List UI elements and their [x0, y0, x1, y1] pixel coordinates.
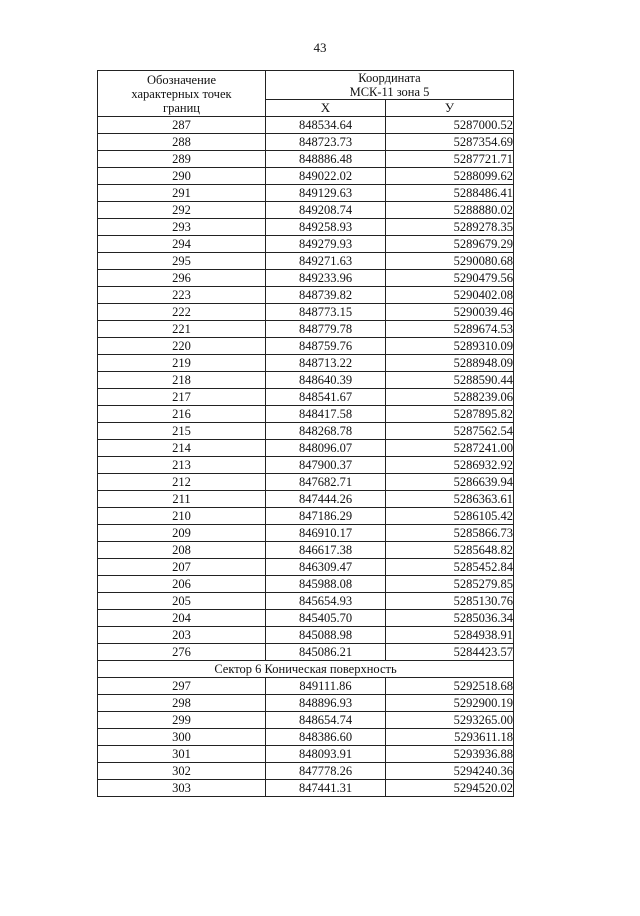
x-coordinate-cell: 848386.60: [266, 729, 386, 746]
table-row: [98, 491, 514, 508]
rows-part1: [98, 117, 514, 661]
point-cell: 303: [98, 780, 266, 797]
x-coordinate-cell: 847444.26: [266, 491, 386, 508]
x-coordinate-cell: 847441.31: [266, 780, 386, 797]
x-coordinate-cell: 849233.96: [266, 270, 386, 287]
y-coordinate-cell: 5288948.09: [386, 355, 514, 372]
table-row: [98, 627, 514, 644]
table-row: [98, 406, 514, 423]
point-cell: 216: [98, 406, 266, 423]
x-coordinate-cell: 848417.58: [266, 406, 386, 423]
point-cell: 217: [98, 389, 266, 406]
table-row: [98, 287, 514, 304]
x-coordinate-cell: 845088.98: [266, 627, 386, 644]
x-coordinate-cell: 848534.64: [266, 117, 386, 134]
point-cell: 294: [98, 236, 266, 253]
table-row: [98, 134, 514, 151]
point-cell: 301: [98, 746, 266, 763]
x-coordinate-cell: 849279.93: [266, 236, 386, 253]
point-cell: 223: [98, 287, 266, 304]
x-coordinate-cell: 848739.82: [266, 287, 386, 304]
table-row: [98, 219, 514, 236]
point-cell: 215: [98, 423, 266, 440]
table-row: [98, 763, 514, 780]
point-cell: 297: [98, 678, 266, 695]
table-row: [98, 525, 514, 542]
point-cell: 203: [98, 627, 266, 644]
x-coordinate-cell: 849208.74: [266, 202, 386, 219]
table-row: [98, 593, 514, 610]
y-coordinate-cell: 5289679.29: [386, 236, 514, 253]
table-row: [98, 304, 514, 321]
point-cell: 292: [98, 202, 266, 219]
point-cell: 218: [98, 372, 266, 389]
point-cell: 300: [98, 729, 266, 746]
y-coordinate-cell: 5294520.02: [386, 780, 514, 797]
table-row: [98, 372, 514, 389]
table-row: [98, 559, 514, 576]
table-row: [98, 253, 514, 270]
x-coordinate-cell: 845654.93: [266, 593, 386, 610]
point-cell: 287: [98, 117, 266, 134]
y-coordinate-cell: 5294240.36: [386, 763, 514, 780]
y-coordinate-cell: 5289310.09: [386, 338, 514, 355]
x-coordinate-cell: 848093.91: [266, 746, 386, 763]
point-cell: 210: [98, 508, 266, 525]
table-row: [98, 678, 514, 695]
y-coordinate-cell: 5285130.76: [386, 593, 514, 610]
point-cell: 213: [98, 457, 266, 474]
y-coordinate-cell: 5287241.00: [386, 440, 514, 457]
y-coordinate-cell: 5287721.71: [386, 151, 514, 168]
coordinate-header-line1: Координата: [358, 71, 421, 85]
y-coordinate-cell: 5290080.68: [386, 253, 514, 270]
table-row: [98, 457, 514, 474]
y-coordinate-cell: 5289278.35: [386, 219, 514, 236]
coordinate-header: [266, 71, 514, 100]
x-coordinate-cell: 848541.67: [266, 389, 386, 406]
table-header: [98, 71, 514, 117]
y-coordinate-cell: 5292518.68: [386, 678, 514, 695]
point-cell: 209: [98, 525, 266, 542]
designation-header-line3: границ: [163, 100, 200, 115]
table-row: [98, 202, 514, 219]
y-coordinate-cell: 5285648.82: [386, 542, 514, 559]
table-row: [98, 117, 514, 134]
point-cell: 298: [98, 695, 266, 712]
x-coordinate-cell: 848779.78: [266, 321, 386, 338]
point-cell: 207: [98, 559, 266, 576]
table-row: [98, 644, 514, 661]
y-coordinate-cell: 5285452.84: [386, 559, 514, 576]
point-cell: 221: [98, 321, 266, 338]
x-coordinate-cell: 848773.15: [266, 304, 386, 321]
designation-header: [98, 71, 266, 117]
x-coordinate-cell: 845405.70: [266, 610, 386, 627]
point-cell: 208: [98, 542, 266, 559]
y-coordinate-cell: 5284423.57: [386, 644, 514, 661]
x-coordinate-cell: 848654.74: [266, 712, 386, 729]
point-cell: 211: [98, 491, 266, 508]
table-row: [98, 355, 514, 372]
y-coordinate-cell: 5292900.19: [386, 695, 514, 712]
x-coordinate-cell: 846617.38: [266, 542, 386, 559]
x-coordinate-cell: 848723.73: [266, 134, 386, 151]
table-row: [98, 508, 514, 525]
table-row: [98, 338, 514, 355]
x-coordinate-cell: 849129.63: [266, 185, 386, 202]
y-coordinate-cell: 5288239.06: [386, 389, 514, 406]
table-row: [98, 474, 514, 491]
table-row: [98, 389, 514, 406]
point-cell: 205: [98, 593, 266, 610]
point-cell: 296: [98, 270, 266, 287]
point-cell: 204: [98, 610, 266, 627]
point-cell: 299: [98, 712, 266, 729]
point-cell: 222: [98, 304, 266, 321]
x-coordinate-cell: 848896.93: [266, 695, 386, 712]
y-coordinate-cell: 5287000.52: [386, 117, 514, 134]
table-row: [98, 423, 514, 440]
point-cell: 289: [98, 151, 266, 168]
x-coordinate-cell: 849258.93: [266, 219, 386, 236]
designation-header-line1: Обозначение: [146, 72, 217, 87]
point-cell: 302: [98, 763, 266, 780]
table-row: [98, 151, 514, 168]
point-cell: 214: [98, 440, 266, 457]
point-cell: 288: [98, 134, 266, 151]
table-row: [98, 610, 514, 627]
x-coordinate-cell: 848268.78: [266, 423, 386, 440]
x-coordinate-cell: 847900.37: [266, 457, 386, 474]
point-cell: 291: [98, 185, 266, 202]
point-cell: 219: [98, 355, 266, 372]
table-row: [98, 712, 514, 729]
point-cell: 276: [98, 644, 266, 661]
y-coordinate-cell: 5284938.91: [386, 627, 514, 644]
table-row: [98, 321, 514, 338]
x-coordinate-cell: 847778.26: [266, 763, 386, 780]
table-row: [98, 729, 514, 746]
y-coordinate-cell: 5287354.69: [386, 134, 514, 151]
table-row: [98, 576, 514, 593]
y-coordinate-cell: 5286639.94: [386, 474, 514, 491]
table-row: [98, 185, 514, 202]
y-coordinate-cell: 5286932.92: [386, 457, 514, 474]
table-row: [98, 780, 514, 797]
section-row: [98, 661, 514, 678]
section-row-group: [98, 661, 514, 678]
table-row: [98, 746, 514, 763]
y-coordinate-cell: 5293611.18: [386, 729, 514, 746]
x-column-header: X: [266, 100, 386, 117]
y-coordinate-cell: 5287895.82: [386, 406, 514, 423]
designation-header-line2: характерных точек: [131, 86, 232, 101]
x-coordinate-cell: 848096.07: [266, 440, 386, 457]
table-row: [98, 542, 514, 559]
y-coordinate-cell: 5290479.56: [386, 270, 514, 287]
x-coordinate-cell: 848640.39: [266, 372, 386, 389]
x-coordinate-cell: 845988.08: [266, 576, 386, 593]
x-coordinate-cell: 849111.86: [266, 678, 386, 695]
y-coordinate-cell: 5290039.46: [386, 304, 514, 321]
y-coordinate-cell: 5288880.02: [386, 202, 514, 219]
y-coordinate-cell: 5287562.54: [386, 423, 514, 440]
y-coordinate-cell: 5288099.62: [386, 168, 514, 185]
y-column-header: У: [386, 100, 514, 117]
coordinate-header-line2: МСК-11 зона 5: [349, 85, 430, 99]
coordinates-table: [97, 70, 514, 797]
y-coordinate-cell: 5286105.42: [386, 508, 514, 525]
table-row: [98, 440, 514, 457]
page-number: 43: [313, 40, 327, 55]
y-coordinate-cell: 5288590.44: [386, 372, 514, 389]
x-coordinate-cell: 845086.21: [266, 644, 386, 661]
x-coordinate-cell: 848886.48: [266, 151, 386, 168]
x-coordinate-cell: 847682.71: [266, 474, 386, 491]
x-coordinate-cell: 848759.76: [266, 338, 386, 355]
x-coordinate-cell: 846910.17: [266, 525, 386, 542]
point-cell: 206: [98, 576, 266, 593]
point-cell: 290: [98, 168, 266, 185]
table-row: [98, 270, 514, 287]
y-coordinate-cell: 5285036.34: [386, 610, 514, 627]
x-coordinate-cell: 847186.29: [266, 508, 386, 525]
table-row: [98, 168, 514, 185]
x-coordinate-cell: 849271.63: [266, 253, 386, 270]
x-coordinate-cell: 848713.22: [266, 355, 386, 372]
point-cell: 293: [98, 219, 266, 236]
rows-part2: [98, 678, 514, 797]
point-cell: 295: [98, 253, 266, 270]
point-cell: 212: [98, 474, 266, 491]
x-coordinate-cell: 846309.47: [266, 559, 386, 576]
section-label: Сектор 6 Коническая поверхность: [98, 661, 514, 678]
y-coordinate-cell: 5289674.53: [386, 321, 514, 338]
y-coordinate-cell: 5290402.08: [386, 287, 514, 304]
y-coordinate-cell: 5293936.88: [386, 746, 514, 763]
y-coordinate-cell: 5285866.73: [386, 525, 514, 542]
y-coordinate-cell: 5293265.00: [386, 712, 514, 729]
point-cell: 220: [98, 338, 266, 355]
table-row: [98, 236, 514, 253]
table-row: [98, 695, 514, 712]
y-coordinate-cell: 5285279.85: [386, 576, 514, 593]
y-coordinate-cell: 5286363.61: [386, 491, 514, 508]
y-coordinate-cell: 5288486.41: [386, 185, 514, 202]
x-coordinate-cell: 849022.02: [266, 168, 386, 185]
